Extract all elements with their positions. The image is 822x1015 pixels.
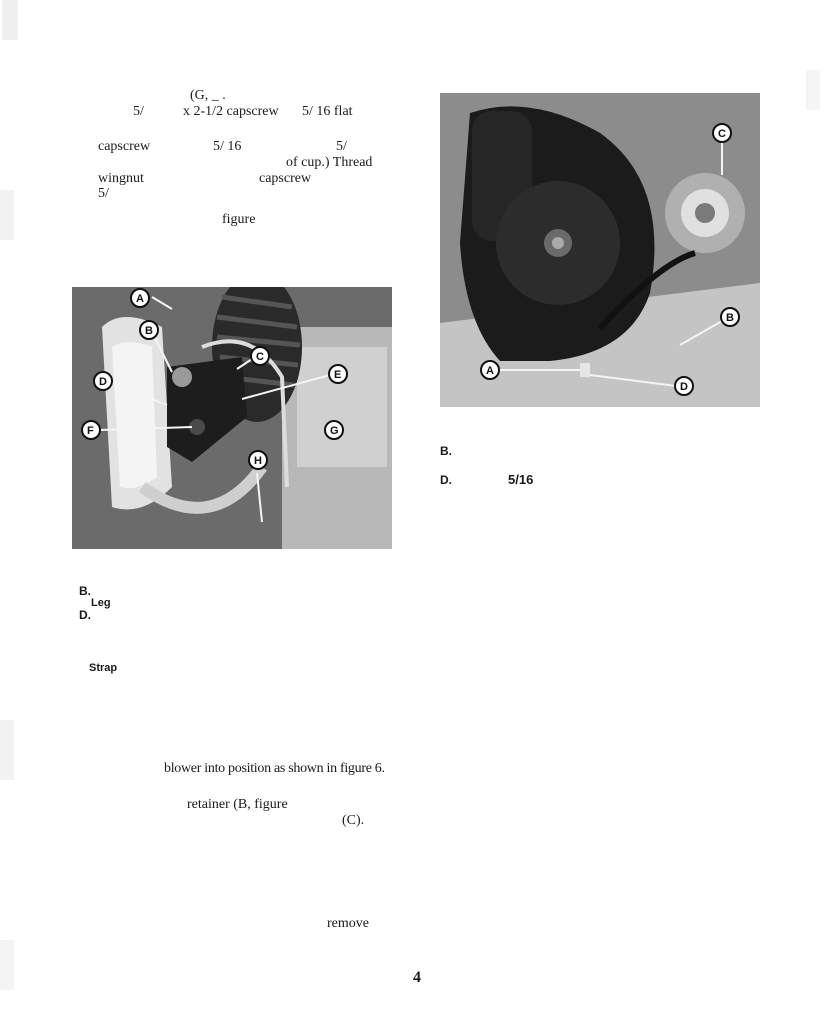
left-callout-b-label: B [145, 325, 153, 337]
left-callout-g [325, 421, 343, 439]
scan-edge-speck [0, 190, 14, 240]
left-caption-b: B. [79, 584, 91, 598]
body-c-ref: (C). [342, 813, 365, 828]
right-callout-b [721, 308, 739, 326]
right-callout-b-label: B [726, 312, 734, 324]
right-caption-d-value: 5/16 [508, 472, 534, 487]
text-line-4: of cup.) Thread [286, 155, 373, 170]
left-callout-f [82, 421, 100, 439]
left-callout-d-label: D [99, 376, 107, 388]
left-caption-strap: Strap [89, 662, 118, 674]
left-callout-a-label: A [136, 293, 144, 305]
scan-edge-speck [0, 720, 14, 780]
body-blower-line: blower into position as shown in figure 6. [164, 761, 385, 776]
scan-edge-speck [806, 70, 820, 110]
right-caption-d: D. [440, 473, 452, 487]
right-figure-photo [440, 93, 760, 407]
body-remove: remove [327, 916, 369, 931]
text-line-1: (G, _ . [190, 88, 226, 103]
text-line-2b: x 2-1/2 capscrew [183, 104, 279, 119]
right-figure-drawing [440, 93, 760, 407]
text-line-5a: wingnut [98, 171, 144, 186]
text-line-2a: 5/ [133, 104, 144, 119]
left-callout-a [131, 289, 149, 307]
scan-edge-speck [2, 0, 18, 40]
text-line-7: figure [222, 212, 256, 227]
right-callout-c [713, 124, 731, 142]
left-callout-d [94, 372, 112, 390]
left-callout-g-label: G [330, 425, 339, 437]
left-figure-drawing [72, 287, 392, 549]
right-callout-d-label: D [680, 381, 688, 393]
left-callout-e [329, 365, 347, 383]
left-callout-c [251, 347, 269, 365]
right-caption-b: B. [440, 444, 452, 458]
right-callout-a-label: A [486, 365, 494, 377]
body-retainer-line: retainer (B, figure [187, 797, 288, 812]
left-caption-d: D. [79, 608, 91, 622]
right-callout-d [675, 377, 693, 395]
right-callout-a [481, 361, 499, 379]
page-number: 4 [413, 969, 421, 986]
left-callout-h-label: H [254, 455, 262, 467]
right-callout-c-label: C [718, 128, 726, 140]
left-figure-photo [72, 287, 392, 549]
text-line-5b: capscrew [259, 171, 312, 186]
text-line-3b: 5/ 16 [213, 139, 242, 154]
text-line-2c: 5/ 16 flat [302, 104, 353, 119]
left-callout-e-label: E [334, 369, 342, 381]
left-callout-f-label: F [87, 425, 94, 437]
left-caption-leg: Leg [91, 597, 111, 609]
left-callout-c-label: C [256, 351, 264, 363]
text-line-3a: capscrew [98, 139, 151, 154]
text-line-3c: 5/ [336, 139, 347, 154]
scan-edge-speck [0, 940, 14, 990]
left-callout-b [140, 321, 158, 339]
left-callout-h [249, 451, 267, 469]
text-line-6: 5/ [98, 186, 109, 201]
